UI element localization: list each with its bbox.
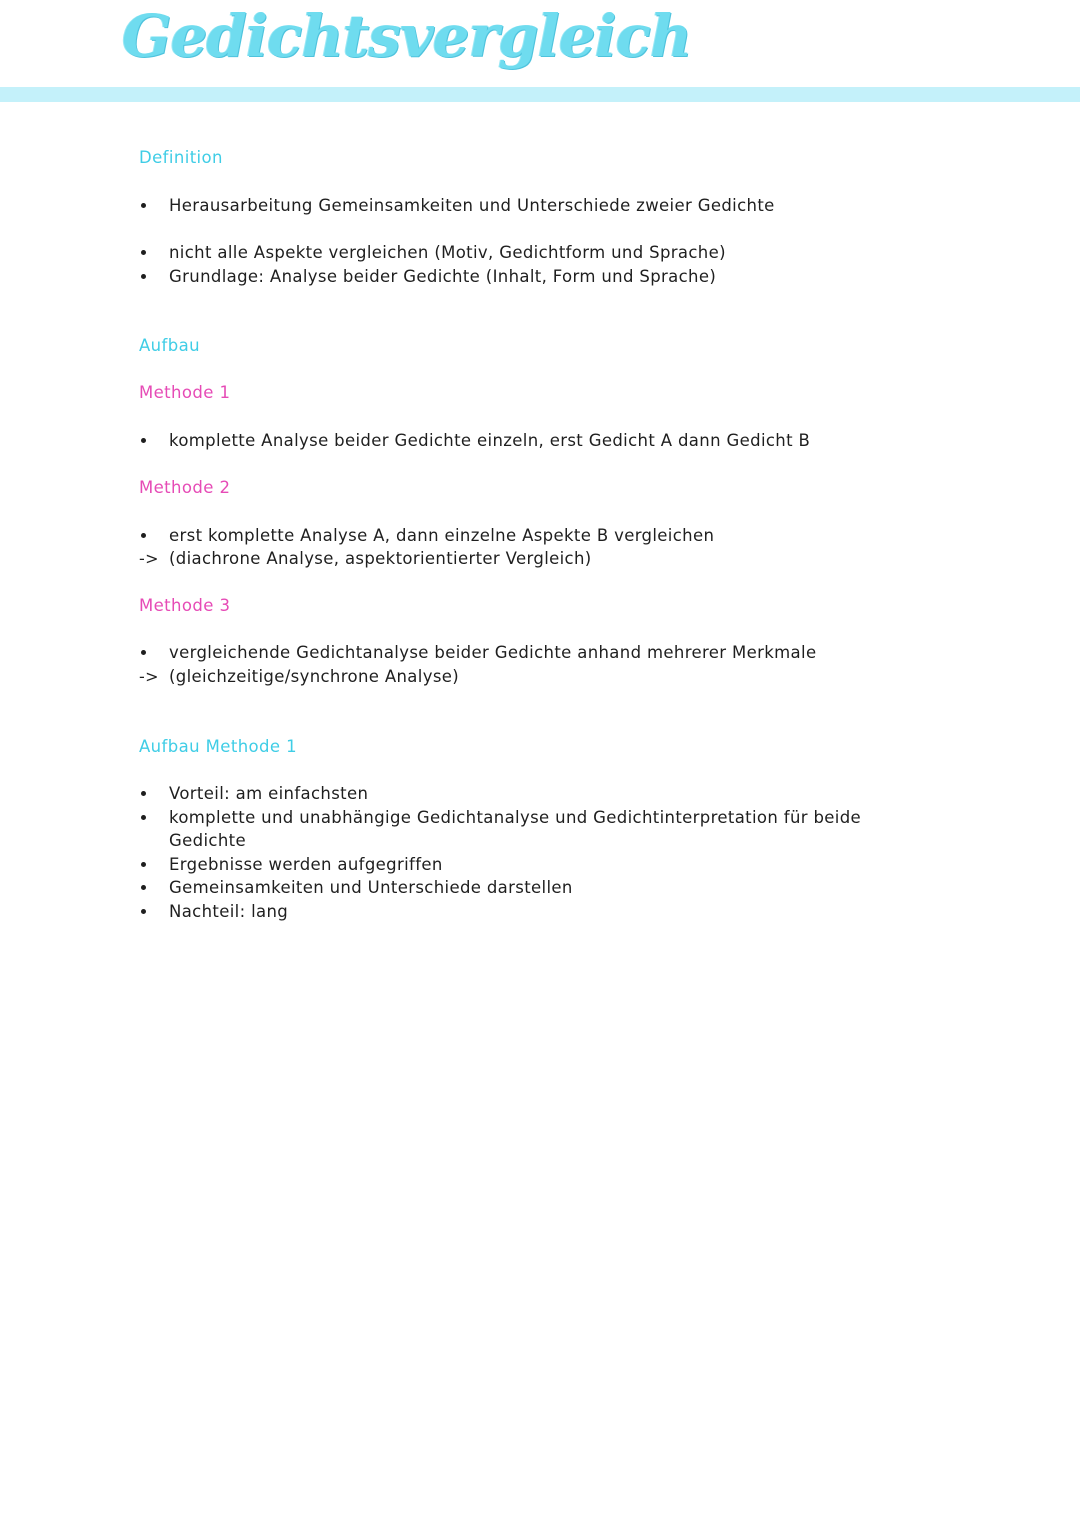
subheading-methode-1: Methode 1 xyxy=(139,383,231,402)
arrow-note xyxy=(139,667,459,687)
bullet-icon xyxy=(141,274,146,279)
bullet-icon xyxy=(141,862,146,867)
bullet-icon xyxy=(141,791,146,796)
bullet-icon xyxy=(141,533,146,538)
arrow-note-text: (gleichzeitige/synchrone Analyse) xyxy=(169,667,460,686)
bullet-icon xyxy=(141,438,146,443)
bullet-icon xyxy=(141,250,146,255)
bullet-icon xyxy=(141,203,146,208)
list-item-text: Nachteil: lang xyxy=(169,902,289,921)
bullet-icon xyxy=(141,909,146,914)
list-item xyxy=(139,526,714,546)
title-underline-bar xyxy=(0,87,1080,102)
heading-definition: Definition xyxy=(139,148,223,167)
list-item-text: Vorteil: am einfachsten xyxy=(169,784,369,803)
list-item xyxy=(139,643,816,663)
heading-aufbau: Aufbau xyxy=(139,336,200,355)
list-item-text: Ergebnisse werden aufgegriffen xyxy=(169,855,443,874)
list-item xyxy=(139,784,368,804)
list-item-text: komplette und unabhängige Gedichtanalyse und Gedichtinterpretation für beide xyxy=(169,808,862,827)
bullet-icon xyxy=(141,885,146,890)
list-item-text: erst komplette Analyse A, dann einzelne Aspekte B vergleichen xyxy=(169,526,715,545)
list-item xyxy=(139,902,288,922)
list-item xyxy=(139,855,443,875)
arrow-note-text: (diachrone Analyse, aspektorientierter Vergleich) xyxy=(169,549,592,568)
page-title: Gedichtsvergleich xyxy=(122,2,692,70)
arrow-note xyxy=(139,549,592,569)
list-item xyxy=(139,196,775,216)
list-item xyxy=(139,267,716,287)
arrow-icon: -> xyxy=(139,549,159,568)
list-item xyxy=(139,243,726,263)
list-item xyxy=(139,808,861,828)
bullet-icon xyxy=(141,815,146,820)
heading-aufbau-methode-1: Aufbau Methode 1 xyxy=(139,737,298,756)
list-item-text: Grundlage: Analyse beider Gedichte (Inhalt, Form und Sprache) xyxy=(169,267,717,286)
list-item-text: nicht alle Aspekte vergleichen (Motiv, Gedichtform und Sprache) xyxy=(169,243,726,262)
arrow-icon: -> xyxy=(139,667,159,686)
list-item-text: Gemeinsamkeiten und Unterschiede darstellen xyxy=(169,878,573,897)
list-item-continuation xyxy=(139,831,246,851)
subheading-methode-2: Methode 2 xyxy=(139,478,231,497)
list-item-text: komplette Analyse beider Gedichte einzeln, erst Gedicht A dann Gedicht B xyxy=(169,431,811,450)
list-item-text: Gedichte xyxy=(169,831,246,850)
list-item-text: Herausarbeitung Gemeinsamkeiten und Unterschiede zweier Gedichte xyxy=(169,196,775,215)
list-item xyxy=(139,431,810,451)
list-item-text: vergleichende Gedichtanalyse beider Gedichte anhand mehrerer Merkmale xyxy=(169,643,817,662)
bullet-icon xyxy=(141,650,146,655)
list-item xyxy=(139,878,573,898)
subheading-methode-3: Methode 3 xyxy=(139,596,231,615)
